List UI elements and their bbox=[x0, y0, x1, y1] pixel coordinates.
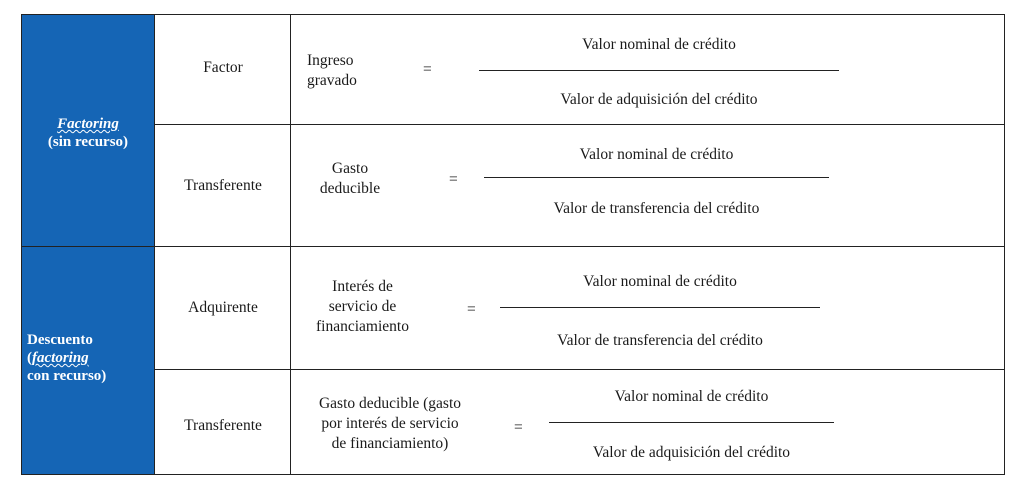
fraction-denominator: Valor de adquisición del crédito bbox=[560, 91, 758, 108]
group-cell-descuento bbox=[22, 247, 155, 474]
equals-sign: = bbox=[467, 301, 476, 318]
row-divider bbox=[155, 124, 1004, 125]
role-transferente: Transferente bbox=[184, 417, 262, 434]
group-subtitle-con-recurso: con recurso) bbox=[27, 368, 107, 384]
fraction-bar bbox=[484, 177, 829, 178]
group-divider bbox=[22, 246, 1004, 247]
role-transferente: Transferente bbox=[184, 177, 262, 194]
formula-lhs-gasto-deducible-interes bbox=[295, 394, 485, 454]
equals-sign: = bbox=[449, 171, 458, 188]
lhs-line: financiamiento bbox=[316, 318, 409, 335]
group-cell-factoring bbox=[22, 15, 155, 247]
fraction-numerator: Valor nominal de crédito bbox=[582, 36, 736, 53]
lhs-line: Ingreso bbox=[307, 52, 354, 69]
role-adquirente: Adquirente bbox=[188, 299, 258, 316]
fraction-bar bbox=[549, 422, 834, 423]
group-label-descuento bbox=[22, 331, 154, 385]
lhs-line: de financiamiento) bbox=[331, 435, 449, 452]
lhs-line: gravado bbox=[307, 72, 357, 89]
formula-lhs-gasto-deducible bbox=[305, 159, 395, 199]
group-paren-open: ( bbox=[27, 350, 32, 366]
group-subtitle-sin-recurso: (sin recurso) bbox=[47, 134, 129, 150]
group-italic-factoring: factoring bbox=[32, 350, 89, 366]
lhs-line: por interés de servicio bbox=[321, 415, 459, 432]
lhs-line: Interés de bbox=[332, 278, 393, 295]
column-divider bbox=[290, 15, 291, 474]
fraction-bar bbox=[479, 70, 839, 71]
lhs-line: deducible bbox=[319, 180, 381, 197]
fraction-numerator: Valor nominal de crédito bbox=[583, 273, 737, 290]
formula-lhs-ingreso-gravado bbox=[307, 51, 357, 91]
formula-lhs-interes-servicio bbox=[305, 277, 420, 337]
group-title-factoring: Factoring bbox=[57, 116, 119, 132]
factoring-table bbox=[21, 14, 1005, 475]
group-label-factoring bbox=[22, 115, 154, 151]
equals-sign: = bbox=[423, 61, 432, 78]
fraction-denominator: Valor de adquisición del crédito bbox=[592, 444, 791, 461]
row-divider bbox=[155, 369, 1004, 370]
fraction-numerator: Valor nominal de crédito bbox=[579, 146, 734, 163]
equals-sign: = bbox=[514, 419, 523, 436]
lhs-line: Gasto bbox=[331, 160, 369, 177]
fraction-bar bbox=[500, 307, 820, 308]
lhs-line: Gasto deducible (gasto bbox=[318, 395, 462, 412]
fraction-denominator: Valor de transferencia del crédito bbox=[553, 200, 760, 217]
group-title-descuento: Descuento bbox=[27, 332, 93, 348]
role-factor: Factor bbox=[203, 59, 243, 76]
fraction-numerator: Valor nominal de crédito bbox=[614, 388, 769, 405]
lhs-line: servicio de bbox=[328, 298, 397, 315]
fraction-denominator: Valor de transferencia del crédito bbox=[557, 332, 763, 349]
